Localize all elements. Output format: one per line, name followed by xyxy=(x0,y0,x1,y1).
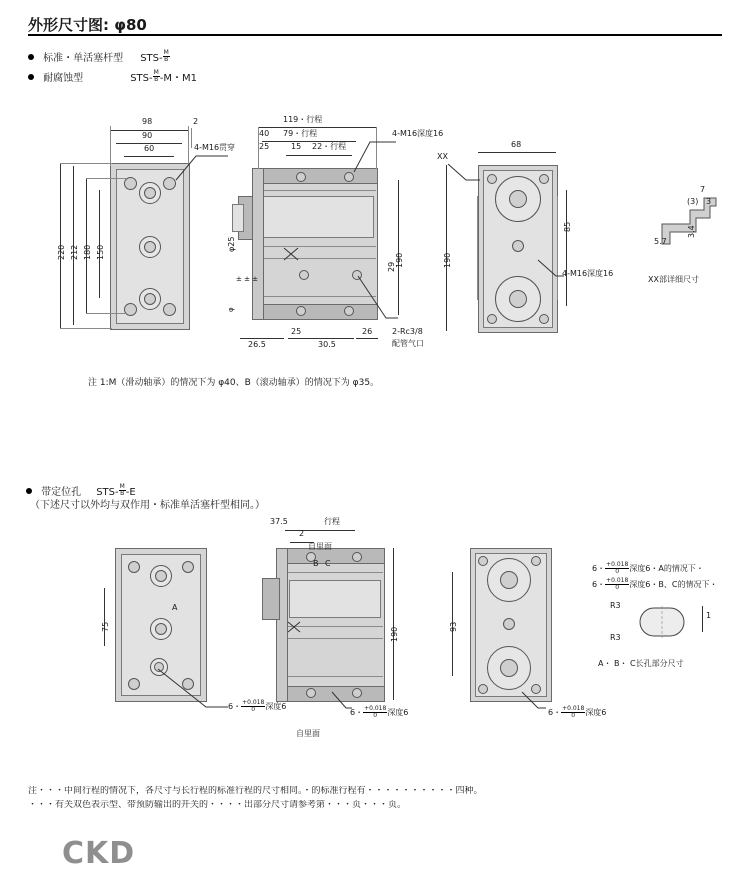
bolt-hole xyxy=(352,552,362,562)
right-note-1-count: 6・ xyxy=(592,564,606,573)
hole-callout-2-depth: 深度6 xyxy=(387,708,409,717)
bullet-icon xyxy=(26,488,32,494)
dim-22-line xyxy=(308,155,352,156)
callout-leader-h1 xyxy=(150,665,230,713)
dim-68: 68 xyxy=(511,140,522,149)
bore-inner xyxy=(500,571,518,589)
dim-60: 60 xyxy=(144,144,155,153)
dim-15-line xyxy=(286,155,308,156)
ext-line xyxy=(60,163,112,164)
hole-callout-1-tol: $\frac{+0.018}{0}$ xyxy=(242,699,265,713)
callout-4-m16-through: 4-M16贯穿 xyxy=(194,143,236,152)
dim-85-line xyxy=(566,190,567,306)
ext-line xyxy=(258,127,259,169)
dim-1-line xyxy=(702,606,703,632)
dim-265-line xyxy=(240,338,284,339)
dim-190b: 190 xyxy=(443,252,452,268)
callout-leader-2 xyxy=(352,134,400,176)
legend-item-2-label: 耐腐蚀型 xyxy=(43,73,84,84)
legend-item-1-code: STS- xyxy=(140,53,163,64)
edge-line xyxy=(258,258,376,259)
bolt-hole xyxy=(128,678,140,690)
fig1-side-flange xyxy=(252,168,264,320)
fig2-rod-block xyxy=(262,578,280,620)
dim-7: 7 xyxy=(700,185,706,194)
bolt-hole xyxy=(124,303,137,316)
bolt-hole xyxy=(296,172,306,182)
dim-85: 85 xyxy=(563,221,572,232)
section2-suffix: -E xyxy=(125,487,136,498)
dim-3a: (3) xyxy=(687,197,699,206)
right-note-2-depth: 深度6・ xyxy=(629,580,659,589)
dim-stroke-line xyxy=(285,530,355,531)
bolt-hole xyxy=(478,556,488,566)
hole-callout-3-depth: 深度6 xyxy=(585,708,607,717)
edge-line xyxy=(258,190,376,191)
dim-2: 2 xyxy=(193,117,199,126)
bolt-hole xyxy=(344,306,354,316)
mark-C: C xyxy=(325,559,331,568)
dim-2b: 2 xyxy=(299,529,305,538)
dim-25: 25 xyxy=(259,142,270,151)
rod-bore xyxy=(155,623,167,635)
dim-190c-line xyxy=(393,548,394,700)
section2-heading xyxy=(26,480,136,499)
bolt-hole xyxy=(539,314,549,324)
from-inside-2: 自里面 xyxy=(296,729,320,738)
hole-callout-1-depth: 深度6 xyxy=(265,702,287,711)
bore-inner xyxy=(509,290,527,308)
dim-1: 1 xyxy=(706,611,712,620)
hole-callout-2 xyxy=(350,706,408,719)
legend-item-2-fraction: $\frac{M}{B}$ xyxy=(153,69,159,83)
title-underline xyxy=(28,34,722,36)
edge-line xyxy=(285,676,383,677)
callout-leader-xx xyxy=(444,162,484,186)
bolt-hole xyxy=(128,561,140,573)
dim-190c: 190 xyxy=(390,626,399,642)
rod-bore xyxy=(144,293,156,305)
dim-75-line xyxy=(104,588,105,646)
center-hole xyxy=(503,618,515,630)
dim-93: 93 xyxy=(449,621,458,632)
xx-detail-caption: XX部详细尺寸 xyxy=(648,275,699,284)
dim-68-line xyxy=(478,152,556,153)
cross-mark-icon xyxy=(282,246,302,264)
dim-3b: 3 xyxy=(706,197,712,206)
footnote-line-1: 注・・・中间行程的情况下，各尺寸与长行程的标准行程的尺寸相同。・的标准行程有・・・・・・・・・・四种。 xyxy=(28,786,483,796)
cross-mark-icon xyxy=(286,620,304,636)
footnote-line-2: ・・・有关双色表示型、带预防输出的开关的・・・・出部分尺寸请参考第・・・页・・・页。 xyxy=(28,800,407,810)
dim-150: 150 xyxy=(96,244,105,260)
dim-5-7: 5.7 xyxy=(654,237,667,246)
section2-label: 带定位孔 xyxy=(41,487,82,498)
dim-29: 29 xyxy=(387,261,396,272)
legend-item-1 xyxy=(28,46,170,65)
edge-line xyxy=(258,246,376,247)
dim-60-line xyxy=(124,156,174,157)
dim-R3-b: R3 xyxy=(610,633,621,642)
right-note-1-tol: $\frac{+0.018}{0}$ xyxy=(606,561,629,575)
edge-line xyxy=(285,638,383,639)
bolt-hole xyxy=(487,314,497,324)
edge-line xyxy=(285,572,383,573)
section2-fraction: $\frac{M}{B}$ xyxy=(119,483,125,497)
right-note-2 xyxy=(592,578,717,591)
ext-line xyxy=(110,126,111,166)
page-title-text: 外形尺寸图: φ80 xyxy=(28,16,147,34)
dim-75: 75 xyxy=(101,621,110,632)
ext-line xyxy=(191,128,192,148)
right-note-1-depth: 深度6・ xyxy=(629,564,659,573)
rod-bore xyxy=(144,187,156,199)
ext-line xyxy=(86,313,126,314)
dim-3-4: 3,4 xyxy=(687,225,696,238)
hole-callout-3-count: 6・ xyxy=(548,708,562,717)
dim-R3-a: R3 xyxy=(610,601,621,610)
callout-leader-3 xyxy=(356,274,400,326)
callout-4-m16-depth16-top: 4-M16深度16 xyxy=(392,129,444,138)
bullet-icon xyxy=(28,54,34,60)
rod-bore xyxy=(144,241,156,253)
dim-98: 98 xyxy=(142,117,153,126)
ext-line xyxy=(86,178,126,179)
dim-212: 212 xyxy=(70,244,79,260)
dim-25b: 25 xyxy=(291,327,302,336)
bore-inner xyxy=(500,659,518,677)
slot-detail-shape xyxy=(640,604,700,644)
fig1-note: 注 1:M（滑动轴承）的情况下为 φ40、B（滚动轴承）的情况下为 φ35。 xyxy=(88,378,380,388)
dim-190a: 190 xyxy=(395,252,404,268)
hole-callout-2-tol: $\frac{+0.018}{0}$ xyxy=(364,705,387,719)
mark-B: B xyxy=(313,559,319,568)
dim-phi-mark: φ xyxy=(227,307,235,312)
section2-subheading: （下述尺寸以外均与双作用・标准单活塞杆型相同。） xyxy=(30,500,265,511)
dim-190b-line xyxy=(446,165,447,331)
fig2-mid-band xyxy=(289,580,381,618)
center-hole xyxy=(512,240,524,252)
tolerance-marks: ± ± ± xyxy=(236,275,259,283)
legend-item-2-suffix: -M・M1 xyxy=(159,73,198,84)
dim-22: 22・行程 xyxy=(312,142,347,151)
bolt-hole xyxy=(478,684,488,694)
fig1-rod-end xyxy=(232,204,244,232)
port-hole xyxy=(299,270,309,280)
bore-inner xyxy=(509,190,527,208)
brand-logo: CKD xyxy=(62,836,136,871)
edge-line xyxy=(557,196,558,300)
legend-item-1-label: 标准・单活塞杆型 xyxy=(43,53,124,64)
hole-callout-3 xyxy=(548,706,606,719)
dim-119: 119・行程 xyxy=(283,115,323,124)
hole-callout-1-count: 6・ xyxy=(228,702,242,711)
bullet-icon xyxy=(28,74,34,80)
fig2-top-band xyxy=(285,548,385,564)
section2-code: STS- xyxy=(96,487,119,498)
callout-leader-h3 xyxy=(520,690,548,712)
dim-90: 90 xyxy=(142,131,153,140)
bolt-hole xyxy=(182,561,194,573)
from-inside-1: 自里面 xyxy=(308,542,332,551)
dim-40: 40 xyxy=(259,129,270,138)
dim-220: 220 xyxy=(57,244,66,260)
dim-37-5: 37.5 xyxy=(270,517,288,526)
right-note-2-count: 6・ xyxy=(592,580,606,589)
page-title xyxy=(28,14,147,35)
dim-30-5: 30.5 xyxy=(318,340,336,349)
bolt-hole xyxy=(487,174,497,184)
rod-bore xyxy=(155,570,167,582)
dim-26-5: 26.5 xyxy=(248,340,266,349)
legend-item-1-fraction: $\frac{M}{B}$ xyxy=(163,49,169,63)
right-note-1-cond: A的情况下・ xyxy=(658,564,704,573)
hole-callout-3-tol: $\frac{+0.018}{0}$ xyxy=(562,705,585,719)
bolt-hole xyxy=(163,303,176,316)
dim-25b-line xyxy=(288,338,308,339)
mark-A: A xyxy=(172,603,178,612)
dim-stroke: 行程 xyxy=(324,517,340,526)
dim-15: 15 xyxy=(291,142,302,151)
dim-phi25: φ25 xyxy=(227,236,236,252)
dim-119-line xyxy=(258,127,376,128)
dim-26: 26 xyxy=(362,327,373,336)
dim-180: 180 xyxy=(83,244,92,260)
dim-79: 79・行程 xyxy=(283,129,318,138)
bolt-hole xyxy=(531,556,541,566)
right-note-2-cond: B、C的情况下・ xyxy=(658,580,718,589)
bolt-hole xyxy=(306,688,316,698)
ext-line xyxy=(60,328,112,329)
right-note-2-tol: $\frac{+0.018}{0}$ xyxy=(606,577,629,591)
callout-port: 配管气口 xyxy=(392,339,424,348)
dim-26-line xyxy=(356,338,378,339)
bolt-hole xyxy=(296,306,306,316)
callout-4-m16-depth16-right: 4-M16深度16 xyxy=(562,269,614,278)
label-xx: XX xyxy=(437,152,448,161)
bolt-hole xyxy=(539,174,549,184)
edge-line xyxy=(477,196,478,300)
slot-detail-caption: A・ B・ C长孔部分尺寸 xyxy=(598,659,684,668)
legend-item-2-code: STS- xyxy=(130,73,153,84)
fig1-side-mid-band xyxy=(262,196,374,238)
hole-callout-2-count: 6・ xyxy=(350,708,364,717)
callout-2-rc38: 2-Rc3/8 xyxy=(392,327,423,336)
dim-305-line xyxy=(308,338,354,339)
right-note-1 xyxy=(592,562,704,575)
legend-item-2 xyxy=(28,66,197,85)
